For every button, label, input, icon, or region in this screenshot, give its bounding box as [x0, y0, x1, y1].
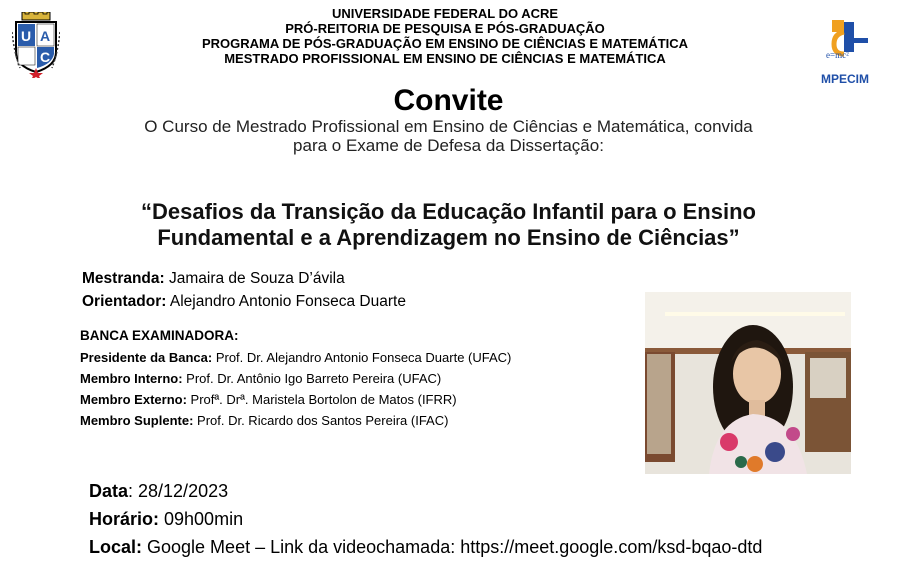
data-value: : 28/12/2023 [128, 481, 229, 501]
horario-line [89, 505, 243, 533]
header-program: PROGRAMA DE PÓS-GRADUAÇÃO EM ENSINO DE CIÊNCIAS E MATEMÁTICA [201, 36, 689, 51]
intro-line-2: para o Exame de Defesa da Dissertação: [293, 136, 604, 155]
horario-value: 09h00min [159, 509, 244, 529]
banca-person: Prof. Dr. Alejandro Antonio Fonseca Duarte (UFAC) [212, 350, 512, 365]
local-line [89, 533, 762, 561]
data-label: Data [89, 481, 129, 501]
mestranda-label: Mestranda: [82, 270, 165, 287]
header-masters: MESTRADO PROFISSIONAL EM ENSINO DE CIÊNCIAS E MATEMÁTICA [224, 51, 666, 66]
ufac-logo [12, 12, 60, 78]
thesis-title-line-2: Fundamental e a Aprendizagem no Ensino de Ciências” [157, 225, 740, 250]
local-label: Local: [89, 537, 143, 557]
banca-person: Prof. Dr. Ricardo dos Santos Pereira (IFAC) [193, 413, 449, 428]
thesis-title [60, 199, 837, 251]
mestranda-line [82, 269, 345, 289]
banca-member [80, 411, 448, 431]
orientador-value: Alejandro Antonio Fonseca Duarte [166, 293, 406, 310]
student-photo [645, 292, 851, 474]
horario-label: Horário: [89, 509, 160, 529]
intro-text [90, 117, 807, 155]
page-title: Convite [393, 84, 504, 117]
banca-role: Membro Externo: [80, 392, 187, 407]
local-value[interactable]: Google Meet – Link da videochamada: https://meet.google.com/ksd-bqao-dtd [142, 537, 763, 557]
mpecim-formula: e=mc² [826, 50, 849, 60]
banca-role: Presidente da Banca: [80, 350, 213, 365]
mestranda-value: Jamaira de Souza D’ávila [164, 270, 345, 287]
banca-person: Profª. Drª. Maristela Bortolon de Matos (IFRR) [186, 392, 457, 407]
banca-person: Prof. Dr. Antônio Igo Barreto Pereira (UFAC) [182, 371, 442, 386]
banca-member [80, 348, 511, 368]
banca-role: Membro Suplente: [80, 413, 194, 428]
data-line [89, 477, 228, 505]
intro-line-1: O Curso de Mestrado Profissional em Ensino de Ciências e Matemática, convida [144, 117, 753, 136]
thesis-title-line-1: “Desafios da Transição da Educação Infantil para o Ensino [141, 199, 756, 224]
orientador-label: Orientador: [82, 293, 167, 310]
banca-heading: BANCA EXAMINADORA: [80, 328, 239, 343]
mpecim-label: MPECIM [821, 72, 869, 86]
ufac-logo-letter-u: U [20, 28, 32, 44]
header-university: UNIVERSIDADE FEDERAL DO ACRE [331, 6, 559, 21]
ufac-logo-letter-c: C [39, 49, 51, 65]
header-prorectorate: PRÓ-REITORIA DE PESQUISA E PÓS-GRADUAÇÃO [285, 21, 605, 36]
banca-role: Membro Interno: [80, 371, 183, 386]
ufac-logo-letter-a: A [39, 28, 51, 44]
orientador-line [82, 292, 406, 312]
banca-member [80, 390, 457, 410]
banca-member [80, 369, 441, 389]
